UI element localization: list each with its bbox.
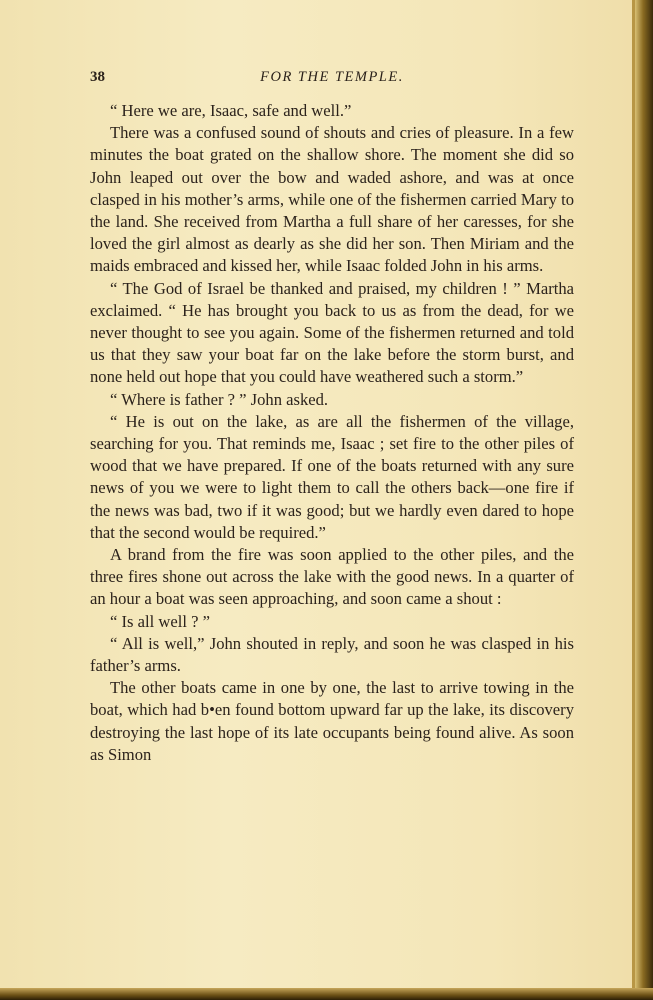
- paragraph-7: “ Is all well ? ”: [110, 611, 210, 631]
- page-number: 38: [90, 69, 105, 85]
- paragraph-1: “ Here we are, Isaac, safe and well.”: [110, 101, 352, 120]
- paragraph-4: “ Where is father ? ” John asked.: [110, 389, 329, 409]
- paragraph-2: There was a confused sound of shouts and cries of pleasure. In a few minutes the boat grated on the shallow shore. The moment she did so John leaped out over the bow and waded ashore, and was at once clasped in his mother’s arms, while one of the fishermen carried Mary to the land. She received from Martha a full share of her caresses, for she loved the girl almost as dearly as she did her son. Then Miriam and the maids embraced and kissed her, while Isaac folded John in his arms.: [90, 123, 574, 276]
- paragraph-5: “ He is out on the lake, as are all the fishermen of the village, searching for you. That reminds me, Isaac ; set fire to the other piles of wood that we have prepared. If one of the boats returned with any sure news of you we were to light them to call the others back—one fire if the news was bad, two if it was good; but we hardly even dared to hope that the second would be required.”: [90, 411, 574, 542]
- paragraph-3: “ The God of Israel be thanked and praised, my children ! ” Martha exclaimed. “ He has brought you back to us as from the dead, for we never thought to see you again. Some of the fishermen returned and told us that they saw your boat far on the lake before the storm burst, and none held out hope that you could have weathered such a storm.”: [90, 278, 574, 387]
- paragraph-6: A brand from the fire was soon applied to the other piles, and the three fires shone out across the lake with the good news. In a quarter of an hour a boat was seen approaching, and soon came a shout :: [90, 545, 574, 609]
- paragraph-9: The other boats came in one by one, the last to arrive towing in the boat, which had b•en found bottom upward far up the lake, its discovery destroying the last hope of its late occupants being found alive. As soon as Simon: [90, 678, 574, 764]
- book-bottom-edge: [0, 988, 653, 1000]
- paragraph-8: “ All is well,” John shouted in reply, and soon he was clasped in his father’s arms.: [90, 633, 574, 676]
- body-text: [90, 100, 574, 766]
- book-fore-edge: [635, 0, 653, 1000]
- running-title: FOR THE TEMPLE.: [260, 69, 404, 85]
- page-header: [90, 69, 574, 91]
